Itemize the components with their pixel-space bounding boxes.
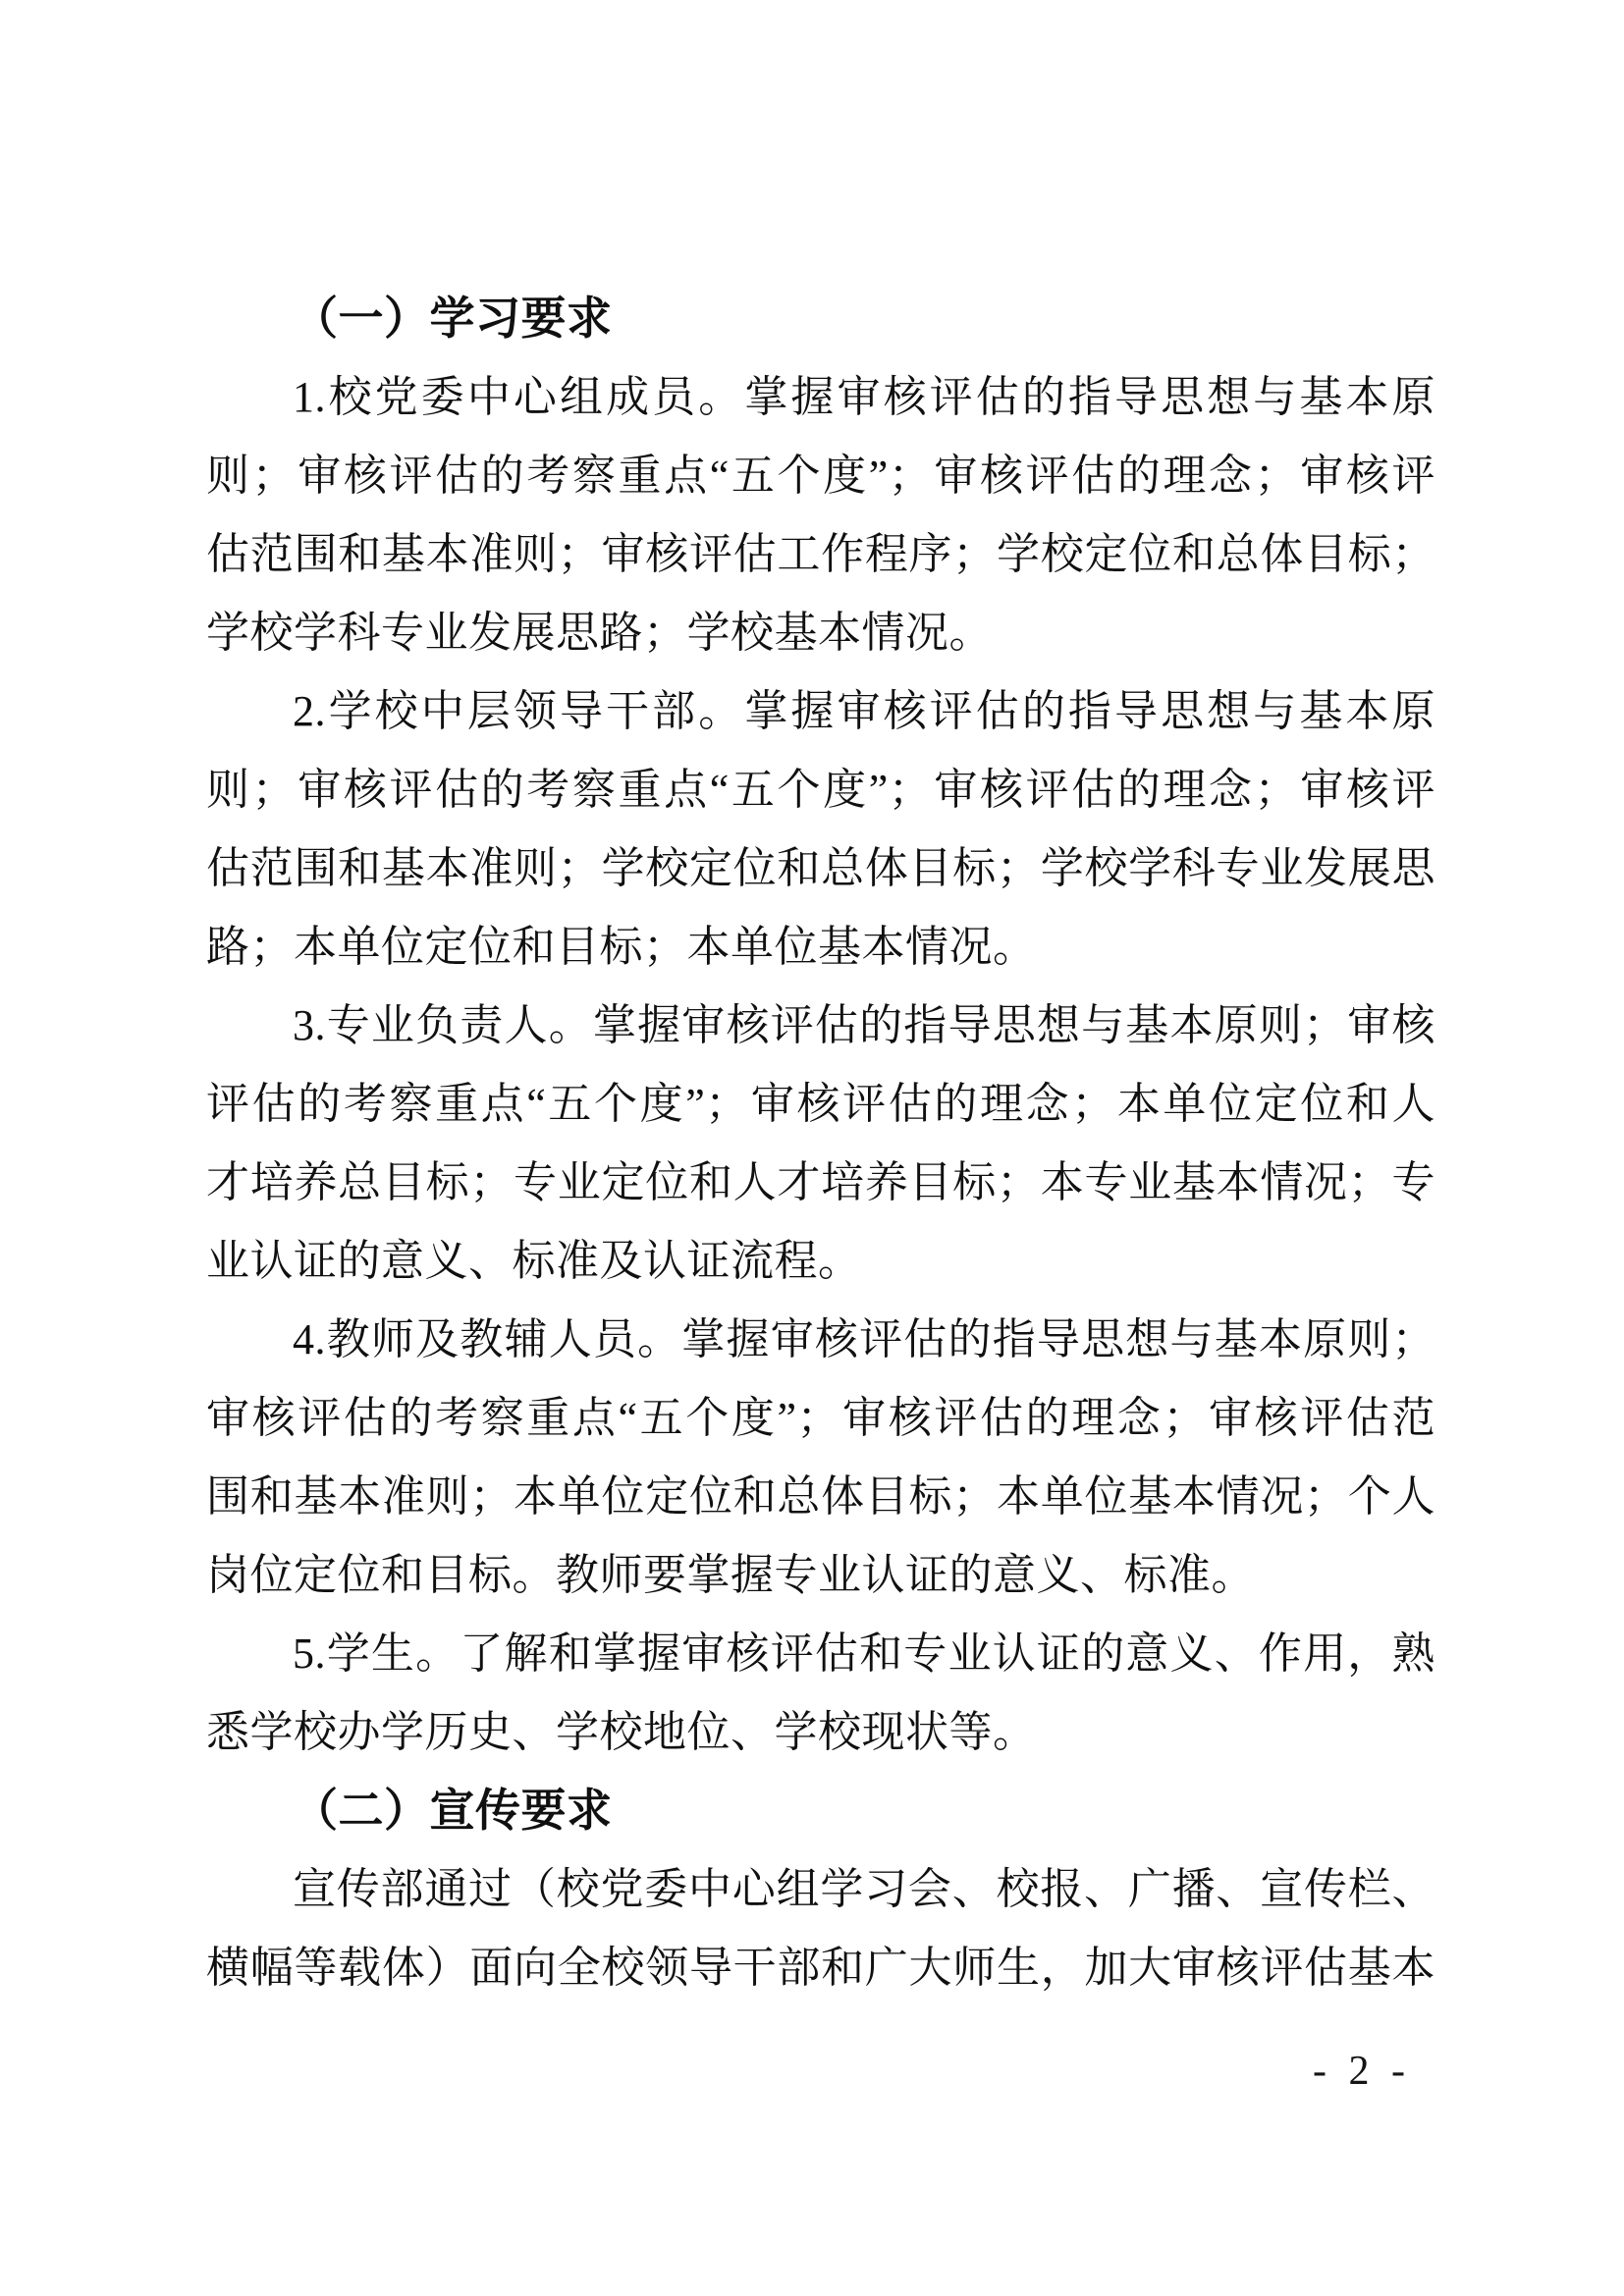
- text-line: 2.学校中层领导干部。掌握审核评估的指导思想与基本原: [293, 687, 1435, 735]
- text-line: 评估的考察重点“五个度”；审核评估的理念；本单位定位和人: [206, 1080, 1435, 1128]
- text-line: 路；本单位定位和目标；本单位基本情况。: [206, 923, 1037, 971]
- text-line: 1.校党委中心组成员。掌握审核评估的指导思想与基本原: [293, 373, 1435, 421]
- text-line: 学校学科专业发展思路；学校基本情况。: [206, 609, 993, 657]
- text-line: 才培养总目标；专业定位和人才培养目标；本专业基本情况；专: [206, 1158, 1435, 1206]
- text-line: 4.教师及教辅人员。掌握审核评估的指导思想与基本原则；: [293, 1315, 1435, 1363]
- text-line: 岗位定位和目标。教师要掌握专业认证的意义、标准。: [206, 1551, 1255, 1599]
- text-line: 估范围和基本准则；学校定位和总体目标；学校学科专业发展思: [206, 844, 1435, 892]
- text-line: 估范围和基本准则；审核评估工作程序；学校定位和总体目标；: [206, 530, 1435, 578]
- text-line: 则；审核评估的考察重点“五个度”；审核评估的理念；审核评: [206, 452, 1435, 500]
- page-number: - 2 -: [1313, 2049, 1411, 2094]
- text-line: 围和基本准则；本单位定位和总体目标；本单位基本情况；个人: [206, 1472, 1435, 1521]
- document-body: [206, 280, 1435, 2007]
- text-line: 宣传部通过（校党委中心组学习会、校报、广播、宣传栏、: [293, 1865, 1435, 1913]
- text-line: 悉学校办学历史、学校地位、学校现状等。: [206, 1708, 1037, 1756]
- text-line: 则；审核评估的考察重点“五个度”；审核评估的理念；审核评: [206, 766, 1435, 814]
- text-line: 审核评估的考察重点“五个度”；审核评估的理念；审核评估范: [206, 1394, 1435, 1442]
- text-line: 横幅等载体）面向全校领导干部和广大师生，加大审核评估基本: [206, 1944, 1435, 1992]
- section-heading-publicity-requirements: （二）宣传要求: [293, 1786, 613, 1836]
- text-line: 5.学生。了解和掌握审核评估和专业认证的意义、作用，熟: [293, 1629, 1435, 1678]
- text-line: 业认证的意义、标准及认证流程。: [206, 1237, 862, 1285]
- section-heading-study-requirements: （一）学习要求: [293, 294, 613, 344]
- text-line: 3.专业负责人。掌握审核评估的指导思想与基本原则；审核: [293, 1001, 1435, 1049]
